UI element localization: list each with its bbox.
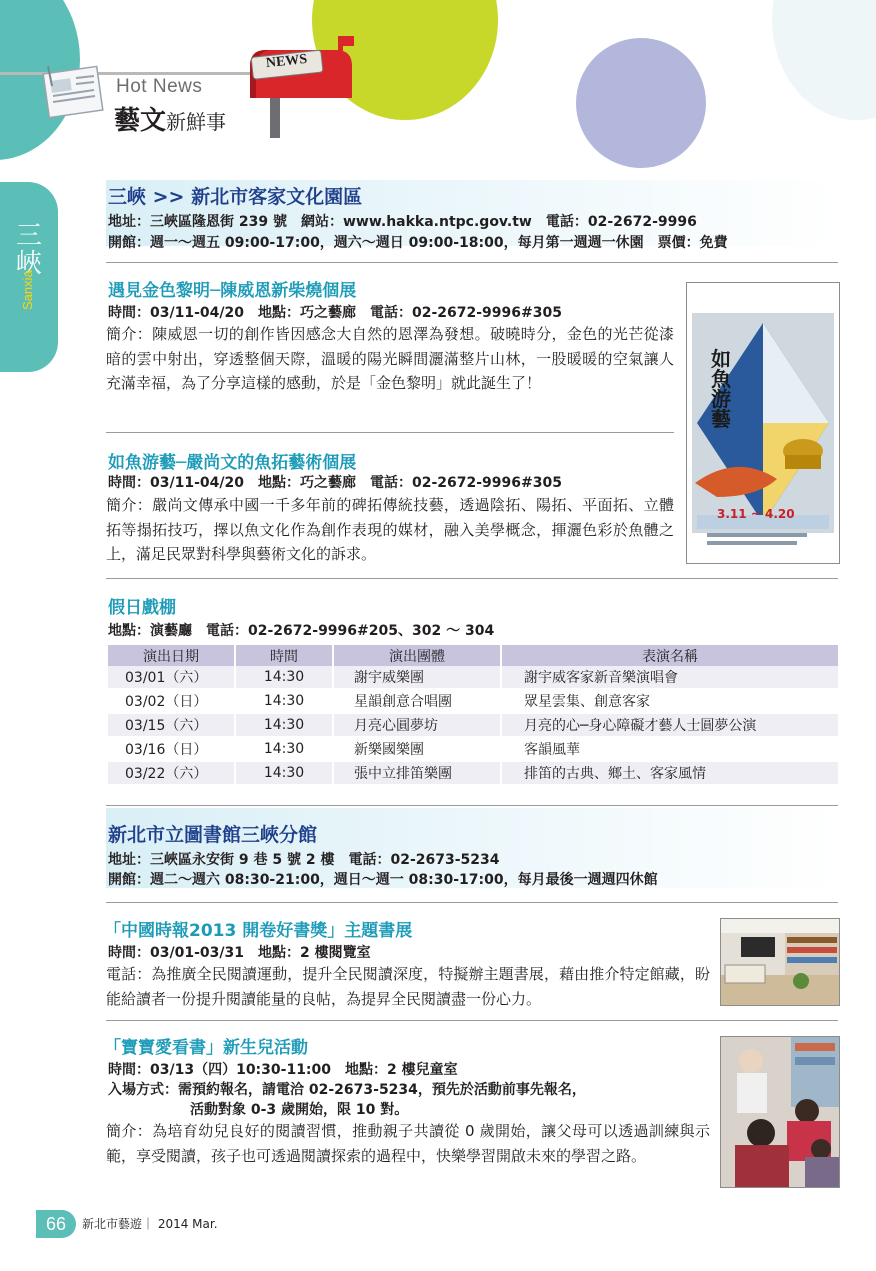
page-number: 66 bbox=[36, 1210, 76, 1238]
baby-reading-photo bbox=[720, 1036, 840, 1188]
table-header-row bbox=[108, 645, 838, 666]
cell-program: 客韻風華 bbox=[500, 738, 838, 762]
lavender-circle-decoration bbox=[576, 38, 706, 168]
table-row bbox=[108, 666, 838, 690]
table-row bbox=[108, 714, 838, 738]
divider bbox=[106, 578, 838, 579]
district-name-zh: 三峽 bbox=[15, 221, 42, 279]
cell-date: 03/01（六） bbox=[108, 666, 234, 690]
district-name-en: Sanxia bbox=[20, 270, 35, 310]
cell-date: 03/16（日） bbox=[108, 738, 234, 762]
venue1-name: 新北市客家文化園區 bbox=[191, 186, 363, 208]
event2-description: 簡介：嚴尚文傳承中國一千多年前的碑拓傳統技藝，透過陰拓、陽拓、平面拓、立體拓等搨拓技巧，擇以魚文化作為創作表現的媒材，融入美學概念，揮灑色彩於魚體之上，滿足民眾對科學與藝術文化的訴求。 bbox=[106, 496, 674, 563]
table-row bbox=[108, 738, 838, 762]
event5-title: 「寶寶愛看書」新生兒活動 bbox=[104, 1038, 308, 1058]
venue1-address: 地址：三峽區隆恩街 239 號 網站：www.hakka.ntpc.gov.tw 電話：02-2672-9996 bbox=[108, 214, 697, 230]
newspaper-icon bbox=[38, 62, 108, 120]
table-row bbox=[108, 690, 838, 714]
col-header-time: 時間 bbox=[234, 645, 332, 666]
event5-description: 簡介：為培育幼兒良好的閱讀習慣，推動親子共讀從 0 歲開始，讓父母可以透過訓練與示範，享受閱讀，孩子也可透過閱讀探索的過程中，快樂學習開啟未來的學習之路。 bbox=[106, 1122, 710, 1165]
cell-group: 謝宇威樂團 bbox=[332, 666, 500, 690]
table-row bbox=[108, 762, 838, 786]
cell-date: 03/02（日） bbox=[108, 690, 234, 714]
cell-program: 眾星雲集、創意客家 bbox=[500, 690, 838, 714]
event4-meta: 時間：03/01-03/31 地點：2 樓閱覽室 bbox=[108, 945, 371, 961]
cell-group: 新樂國樂團 bbox=[332, 738, 500, 762]
col-header-group: 演出團體 bbox=[332, 645, 500, 666]
mailbox-icon bbox=[244, 36, 356, 140]
venue1-city: 三峽 bbox=[108, 186, 147, 208]
cell-program: 排笛的古典、鄉土、客家風情 bbox=[500, 762, 838, 786]
event1-title: 遇見金色黎明─陳威恩新柴燒個展 bbox=[108, 281, 357, 301]
performance-schedule-table bbox=[108, 645, 838, 786]
exhibition-poster-image bbox=[686, 282, 840, 564]
cell-time: 14:30 bbox=[234, 762, 332, 786]
event3-title: 假日戲棚 bbox=[108, 598, 176, 618]
divider bbox=[106, 902, 838, 903]
col-header-program: 表演名稱 bbox=[500, 645, 838, 666]
event5-entry-line1: 入場方式：需預約報名，請電洽 02-2673-5234，預先於活動前事先報名， bbox=[108, 1082, 586, 1098]
divider bbox=[106, 1020, 838, 1021]
divider bbox=[106, 805, 838, 806]
event2-title: 如魚游藝─嚴尚文的魚拓藝術個展 bbox=[108, 453, 357, 473]
event3-meta: 地點：演藝廳 電話：02-2672-9996#205、302 ～ 304 bbox=[108, 623, 495, 639]
cell-time: 14:30 bbox=[234, 738, 332, 762]
divider bbox=[106, 432, 674, 433]
venue2-hours: 開館：週二～週六 08:30-21:00，週日～週一 08:30-17:00，每月最後一週週四休館 bbox=[108, 872, 658, 888]
header bbox=[0, 50, 360, 150]
event4-description: 電話：為推廣全民閱讀運動，提升全民閱讀深度，特擬辦主題書展，藉由推介特定館藏，盼能給讀者一份提升閱讀能量的良帖，為提昇全民閱讀盡一份心力。 bbox=[106, 965, 710, 1008]
publication-name: 新北市藝遊｜ 2014 Mar. bbox=[82, 1217, 218, 1231]
event5-entry-line2: 活動對象 0-3 歲開始，限 10 對。 bbox=[190, 1102, 409, 1118]
page-title-main: 藝文 bbox=[114, 106, 167, 136]
pale-circle-decoration bbox=[772, 0, 876, 120]
cell-group: 張中立排笛樂團 bbox=[332, 762, 500, 786]
cell-group: 星韻創意合唱團 bbox=[332, 690, 500, 714]
col-header-date: 演出日期 bbox=[108, 645, 234, 666]
poster-dates: 3.11 ~ 4.20 bbox=[717, 507, 795, 521]
cell-group: 月亮心圓夢坊 bbox=[332, 714, 500, 738]
page-title-sub: 新鮮事 bbox=[166, 110, 227, 134]
venue2-address: 地址：三峽區永安街 9 巷 5 號 2 樓 電話：02-2673-5234 bbox=[108, 852, 500, 868]
event1-meta: 時間：03/11-04/20 地點：巧之藝廊 電話：02-2672-9996#305 bbox=[108, 305, 562, 321]
book-exhibition-photo bbox=[720, 918, 840, 1006]
event2-meta: 時間：03/11-04/20 地點：巧之藝廊 電話：02-2672-9996#305 bbox=[108, 475, 562, 491]
cell-time: 14:30 bbox=[234, 666, 332, 690]
venue1-hours: 開館：週一～週五 09:00-17:00，週六～週日 09:00-18:00，每月第一週週一休園 票價：免費 bbox=[108, 235, 728, 251]
cell-time: 14:30 bbox=[234, 690, 332, 714]
news-sign: NEWS bbox=[265, 51, 308, 72]
venue1-title bbox=[108, 182, 362, 209]
cell-program: 月亮的心─身心障礙才藝人士圓夢公演 bbox=[500, 714, 838, 738]
cell-date: 03/22（六） bbox=[108, 762, 234, 786]
divider bbox=[106, 262, 838, 263]
event4-title: 「中國時報2013 開卷好書獎」主題書展 bbox=[104, 921, 413, 941]
hot-news-label: Hot News bbox=[116, 76, 203, 97]
cell-date: 03/15（六） bbox=[108, 714, 234, 738]
venue2-title: 新北市立圖書館三峽分館 bbox=[108, 824, 318, 846]
cell-program: 謝宇威客家新音樂演唱會 bbox=[500, 666, 838, 690]
event1-description: 簡介：陳威恩一切的創作皆因感念大自然的恩澤為發想。破曉時分，金色的光芒從漆暗的雲中射出，穿透整個天際，溫暖的陽光瞬間灑滿整片山林，一股暖暖的空氣讓人充滿幸福，為了分享這樣的感動，於是「金色黎明」就此誕生了！ bbox=[106, 325, 674, 392]
event5-meta: 時間：03/13（四）10:30-11:00 地點：2 樓兒童室 bbox=[108, 1062, 458, 1078]
venue1-separator: >> bbox=[146, 186, 192, 208]
cell-time: 14:30 bbox=[234, 714, 332, 738]
page-title bbox=[114, 100, 226, 137]
poster-calligraphy: 如魚游藝 bbox=[711, 347, 731, 431]
